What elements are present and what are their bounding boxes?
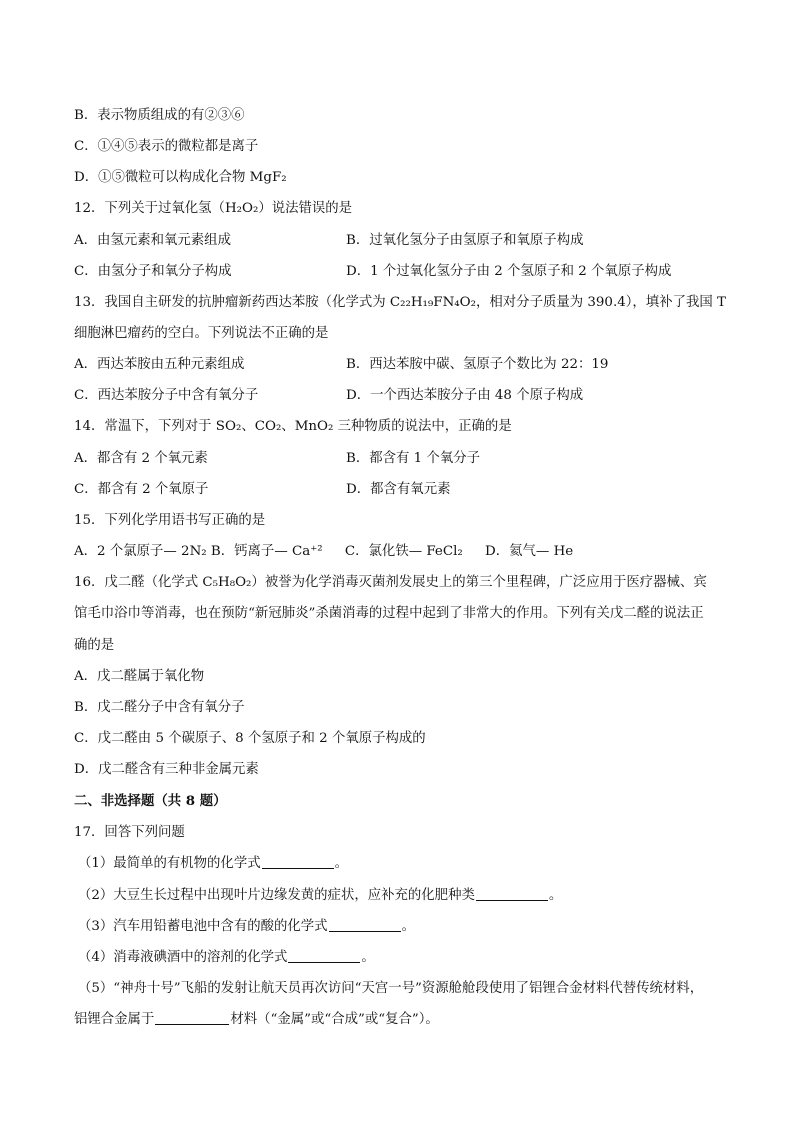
q13-option-c: C．西达苯胺分子中含有氧分子 — [74, 388, 259, 403]
q17-stem: 17．回答下列问题 — [74, 825, 185, 840]
q13-option-b: B．西达苯胺中碳、氢原子个数比为 22：19 — [346, 357, 609, 372]
q17-part-3-end: 。 — [401, 919, 415, 934]
answer-blank[interactable] — [155, 1011, 229, 1025]
q13-option-d: D．一个西达苯胺分子由 48 个原子构成 — [346, 388, 584, 403]
q14-option-a: A．都含有 2 个氧元素 — [74, 451, 208, 466]
q12-option-d: D．1 个过氧化氢分子由 2 个氢原子和 2 个氧原子构成 — [346, 264, 672, 279]
q16-option-d: D．戊二醛含有三种非金属元素 — [74, 762, 259, 777]
q15-option-d: D．氦气— He — [485, 544, 574, 559]
q14-option-d: D．都含有氧元素 — [346, 482, 451, 497]
answer-blank[interactable] — [476, 887, 548, 901]
q17-part-2-text: （2）大豆生长过程中出现叶片边缘发黄的症状，应补充的化肥种类 — [78, 888, 475, 903]
q15-stem: 15．下列化学用语书写正确的是 — [74, 513, 266, 528]
q16-stem-line3: 确的是 — [74, 638, 115, 653]
q16-option-c: C．戊二醛由 5 个碳原子、8 个氢原子和 2 个氧原子构成的 — [74, 731, 426, 746]
q17-part-4 — [78, 946, 375, 965]
q17-part-5-text: 铝锂合金属于 — [74, 1012, 155, 1027]
section-title: 二、非选择题（共 8 题） — [74, 793, 227, 809]
answer-blank[interactable] — [288, 949, 360, 963]
q17-part-5-line2 — [74, 1008, 439, 1027]
q17-part-3 — [78, 915, 415, 934]
q16-option-a: A．戊二醛属于氧化物 — [74, 669, 205, 684]
q12-option-b: B．过氧化氢分子由氢原子和氧原子构成 — [346, 233, 584, 248]
q11-option-c: C．①④⑤表示的微粒都是离子 — [74, 139, 259, 154]
q13-stem-line1: 13．我国自主研发的抗肿瘤新药西达苯胺（化学式为 C₂₂H₁₉FN₄O₂，相对分子质量为 390.4），填补了我国 T — [74, 295, 726, 310]
q12-option-a: A．由氢元素和氧元素组成 — [74, 233, 231, 248]
q17-part-3-text: （3）汽车用铅蓄电池中含有的酸的化学式 — [78, 919, 328, 934]
q17-part-5-end: 材料（“金属”或“合成”或“复合”）。 — [230, 1012, 439, 1027]
q16-stem-line1: 16．戊二醛（化学式 C₅H₈O₂）被誉为化学消毒灭菌剂发展史上的第三个里程碑，广泛应用于医疗器械、宾 — [74, 575, 707, 590]
q17-part-2 — [78, 884, 562, 903]
q13-stem-line2: 细胞淋巴瘤药的空白。下列说法不正确的是 — [74, 326, 329, 341]
q14-option-c: C．都含有 2 个氧原子 — [74, 482, 209, 497]
q17-part-4-text: （4）消毒液碘酒中的溶剂的化学式 — [78, 950, 288, 965]
q17-part-1-text: （1）最简单的有机物的化学式 — [78, 856, 261, 871]
q15-options — [74, 540, 573, 559]
q11-option-d: D．①⑤微粒可以构成化合物 MgF₂ — [74, 170, 287, 185]
q12-option-c: C．由氢分子和氧分子构成 — [74, 264, 232, 279]
q17-part-5-line1: （5）“神舟十号”飞船的发射让航天员再次访问“天宫一号”资源舱舱段使用了铝锂合金材料代替传统材料， — [78, 981, 704, 996]
q15-option-a: A．2 个氯原子— 2N₂ — [74, 544, 207, 559]
q17-part-1 — [78, 852, 348, 871]
q11-option-b: B．表示物质组成的有②③⑥ — [74, 108, 245, 123]
q17-part-4-end: 。 — [361, 950, 375, 965]
q13-option-a: A．西达苯胺由五种元素组成 — [74, 357, 245, 372]
q14-option-b: B．都含有 1 个氧分子 — [346, 451, 480, 466]
q14-stem: 14．常温下，下列对于 SO₂、CO₂、MnO₂ 三种物质的说法中，正确的是 — [74, 419, 512, 434]
q12-stem: 12．下列关于过氧化氢（H₂O₂）说法错误的是 — [74, 201, 353, 216]
q16-option-b: B．戊二醛分子中含有氧分子 — [74, 700, 245, 715]
q15-option-c: C．氯化铁— FeCl₂ — [344, 544, 463, 559]
answer-blank[interactable] — [262, 855, 334, 869]
q17-part-2-end: 。 — [548, 888, 563, 903]
answer-blank[interactable] — [329, 918, 401, 932]
q16-stem-line2: 馆毛巾浴巾等消毒，也在预防“新冠肺炎”杀菌消毒的过程中起到了非常大的作用。下列有关戊二醛的说法正 — [74, 606, 704, 621]
q17-part-1-end: 。 — [334, 856, 348, 871]
q15-option-b: B．钙离子— Ca⁺² — [210, 544, 323, 559]
